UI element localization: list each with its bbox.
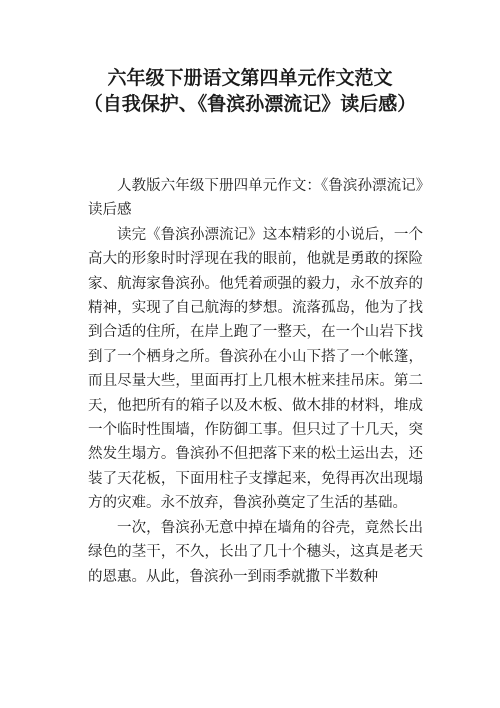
document-title: 六年级下册语文第四单元作文范文 [107,67,393,89]
document-subtitle: （自我保护、《鲁滨孙漂流记》读后感） [83,93,417,115]
paragraph-heading: 人教版六年级下册四单元作文：《鲁滨孙漂流记》读后感 [88,178,423,219]
document-body [88,174,423,589]
paragraph: 读完《鲁滨孙漂流记》这本精彩的小说后，一个高大的形象时时浮现在我的眼前，他就是勇敢的探险家、航海家鲁滨孙。他凭着顽强的毅力，永不放弃的精神，实现了自己航海的梦想。流落孤岛，他为了找到合适的住所，在岸上跑了一整天，在一个山岩下找到了一个栖身之所。鲁滨孙在小山下搭了一个帐篷，而且尽量大些，里面再打上几根木桩来挂吊床。第二天，他把所有的箱子以及木板、做木排的材料，堆成一个临时性围墙，作防御工事。但只过了十几天，突然发生塌方。鲁滨孙不但把落下来的松土运出去，还装了天花板，下面用柱子支撑起来，免得再次出现塌方的灾难。永不放弃，鲁滨孙奠定了生活的基础。 [88,226,423,512]
paragraph: 一次，鲁滨孙无意中掉在墙角的谷壳，竟然长出绿色的茎干，不久，长出了几十个穗头，这真是老天的恩惠。从此，鲁滨孙一到雨季就撒下半数种 [88,519,423,585]
